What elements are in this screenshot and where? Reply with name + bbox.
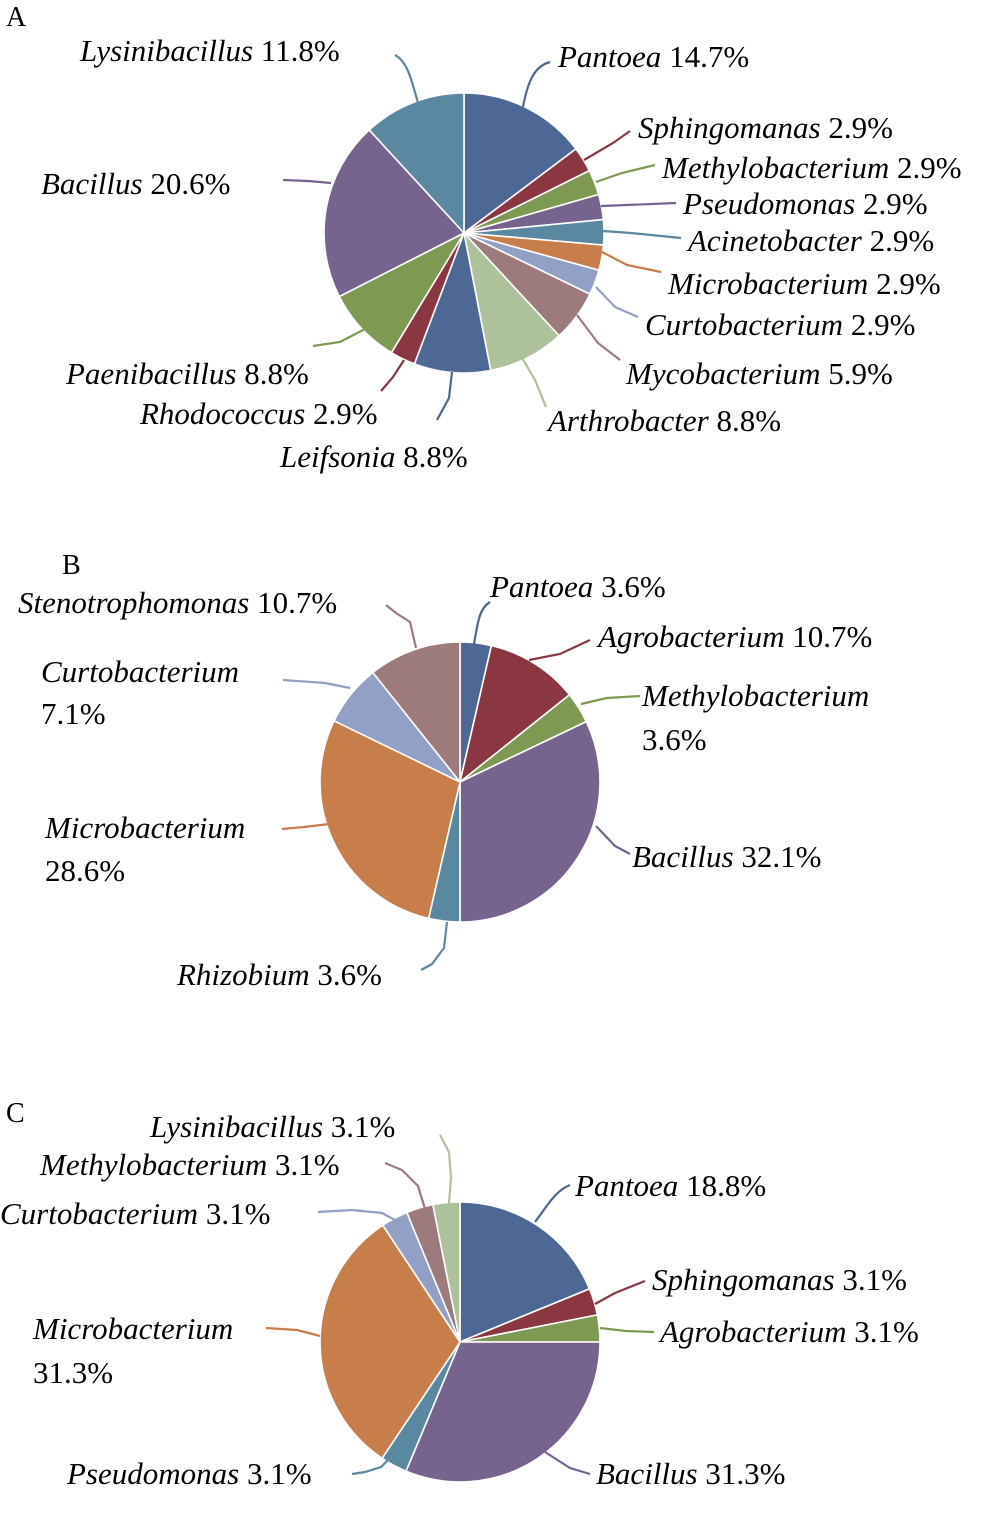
label-a-leifsonia-pct: 8.8% — [403, 439, 468, 474]
label-c-lysinibacillus — [149, 1109, 395, 1144]
leader-line-b-stenotrophomonas — [386, 605, 416, 648]
label-a-acinetobacter-pct: 2.9% — [869, 223, 935, 258]
label-b-curtobacterium-pct: 7.1% — [41, 696, 106, 731]
leader-line-b-agrobacterium — [529, 640, 590, 660]
leader-line-a-rhodococcus — [381, 360, 404, 391]
label-b-agrobacterium — [596, 619, 872, 654]
label-a-pantoea-pct: 14.7% — [669, 39, 750, 74]
label-c-agrobacterium — [658, 1314, 919, 1349]
leader-line-a-microbacterium — [602, 252, 661, 272]
label-a-lysinibacillus-pct: 11.8% — [260, 33, 340, 68]
leader-line-a-paenibacillus — [313, 329, 365, 346]
label-b-agrobacterium-genus: Agrobacterium — [598, 619, 785, 654]
panel-b-slices — [320, 642, 600, 922]
leader-line-b-bacillus — [596, 826, 630, 854]
label-a-acinetobacter — [686, 223, 934, 258]
label-c-methylobacterium-pct: 3.1% — [275, 1147, 340, 1182]
panel-b — [18, 550, 872, 992]
leader-line-c-sphingomanas — [595, 1281, 645, 1304]
label-c-methylobacterium-genus: Methylobacterium — [40, 1147, 268, 1182]
label-c-pantoea-pct: 18.8% — [686, 1168, 767, 1203]
leader-line-a-lysinibacillus — [395, 55, 418, 103]
leader-line-b-curtobacterium — [283, 680, 350, 688]
label-a-paenibacillus-genus: Paenibacillus — [66, 356, 237, 391]
leader-line-c-pantoea — [535, 1185, 570, 1222]
label-b-bacillus — [632, 839, 821, 874]
label-c-curtobacterium-pct: 3.1% — [205, 1196, 271, 1231]
label-a-sphingomanas — [638, 110, 893, 145]
leader-line-a-leifsonia — [437, 372, 452, 420]
leader-line-b-microbacterium — [282, 824, 329, 829]
label-b-stenotrophomonas-pct: 10.7% — [257, 585, 338, 620]
label-a-microbacterium — [667, 266, 941, 301]
label-c-pantoea-genus: Pantoea — [575, 1168, 679, 1203]
label-b-methylobacterium-genus: Methylobacterium — [642, 678, 870, 713]
label-a-rhodococcus — [139, 396, 378, 431]
label-b-pantoea-genus: Pantoea — [490, 569, 594, 604]
label-b-curtobacterium-genus: Curtobacterium — [41, 654, 240, 689]
panel-letter-c: C — [6, 1098, 25, 1129]
label-c-methylobacterium — [39, 1147, 340, 1182]
label-c-pseudomonas-pct: 3.1% — [246, 1456, 312, 1491]
label-c-sphingomanas-genus: Sphingomanas — [652, 1262, 835, 1297]
label-b-pantoea — [489, 569, 666, 604]
label-c-sphingomanas — [652, 1262, 907, 1297]
label-c-microbacterium-genus: Microbacterium — [33, 1311, 234, 1346]
leader-line-c-bacillus — [545, 1452, 590, 1474]
panel-letter-a: A — [6, 2, 27, 33]
label-a-leifsonia-genus: Leifsonia — [280, 439, 396, 474]
label-b-agrobacterium-pct: 10.7% — [792, 619, 873, 654]
label-a-bacillus-genus: Bacillus — [41, 166, 143, 201]
label-c-microbacterium — [32, 1311, 233, 1390]
label-a-rhodococcus-pct: 2.9% — [313, 396, 378, 431]
label-b-curtobacterium — [41, 654, 239, 731]
label-a-methylobacterium — [661, 150, 962, 185]
label-c-lysinibacillus-pct: 3.1% — [330, 1109, 396, 1144]
label-a-lysinibacillus-genus: Lysinibacillus — [80, 33, 254, 68]
label-a-acinetobacter-genus: Acinetobacter — [688, 223, 862, 258]
leader-line-c-agrobacterium — [600, 1328, 654, 1332]
label-c-lysinibacillus-genus: Lysinibacillus — [150, 1109, 324, 1144]
label-c-bacillus-genus: Bacillus — [596, 1456, 698, 1491]
leader-line-b-pantoea — [474, 602, 490, 644]
leader-line-a-mycobacterium — [577, 315, 620, 360]
label-c-pseudomonas — [66, 1456, 312, 1491]
leader-line-c-methylobacterium — [385, 1163, 425, 1209]
label-a-curtobacterium — [645, 307, 915, 342]
label-a-microbacterium-pct: 2.9% — [876, 266, 941, 301]
leader-line-c-lysinibacillus — [440, 1135, 451, 1203]
leader-line-a-acinetobacter — [603, 231, 681, 238]
label-b-microbacterium — [44, 810, 245, 888]
label-a-curtobacterium-pct: 2.9% — [850, 307, 916, 342]
label-b-methylobacterium — [641, 678, 869, 757]
label-b-stenotrophomonas-genus: Stenotrophomonas — [18, 585, 250, 620]
leader-line-a-pantoea — [523, 62, 550, 107]
label-a-sphingomanas-genus: Sphingomanas — [638, 110, 821, 145]
leader-line-a-bacillus — [283, 180, 331, 183]
leader-line-a-pseudomonas — [601, 203, 676, 206]
label-b-microbacterium-genus: Microbacterium — [45, 810, 246, 845]
label-b-rhizobium — [176, 957, 382, 992]
label-a-pseudomonas-pct: 2.9% — [862, 186, 928, 221]
label-a-pantoea — [557, 39, 749, 74]
label-a-pseudomonas-genus: Pseudomonas — [683, 186, 856, 221]
label-b-rhizobium-pct: 3.6% — [317, 957, 382, 992]
label-c-bacillus-pct: 31.3% — [705, 1456, 786, 1491]
label-b-stenotrophomonas — [18, 585, 337, 620]
label-b-rhizobium-genus: Rhizobium — [177, 957, 310, 992]
leader-line-b-rhizobium — [421, 922, 447, 970]
label-a-methylobacterium-pct: 2.9% — [897, 150, 962, 185]
label-b-methylobacterium-pct: 3.6% — [642, 722, 707, 757]
label-c-pantoea — [574, 1168, 766, 1203]
label-a-pantoea-genus: Pantoea — [558, 39, 662, 74]
label-c-sphingomanas-pct: 3.1% — [842, 1262, 907, 1297]
label-a-lysinibacillus — [79, 33, 340, 68]
label-a-arthrobacter-genus: Arthrobacter — [548, 403, 709, 438]
leader-line-a-methylobacterium — [596, 165, 655, 182]
label-a-leifsonia — [279, 439, 468, 474]
panel-a-slices — [324, 93, 604, 373]
label-c-curtobacterium-genus: Curtobacterium — [0, 1196, 199, 1231]
label-a-bacillus — [41, 166, 230, 201]
panel-a — [6, 2, 962, 474]
label-b-pantoea-pct: 3.6% — [601, 569, 666, 604]
leader-line-a-sphingomanas — [584, 131, 630, 160]
label-a-mycobacterium-pct: 5.9% — [828, 356, 893, 391]
label-a-pseudomonas — [682, 186, 928, 221]
leader-line-a-curtobacterium — [596, 287, 638, 317]
label-c-microbacterium-pct: 31.3% — [33, 1355, 114, 1390]
label-b-microbacterium-pct: 28.6% — [45, 853, 126, 888]
label-c-pseudomonas-genus: Pseudomonas — [67, 1456, 240, 1491]
label-a-arthrobacter-pct: 8.8% — [716, 403, 782, 438]
leader-line-c-microbacterium — [266, 1328, 320, 1336]
label-a-curtobacterium-genus: Curtobacterium — [645, 307, 844, 342]
label-a-paenibacillus — [65, 356, 309, 391]
label-a-mycobacterium-genus: Mycobacterium — [626, 356, 821, 391]
label-c-bacillus — [596, 1456, 785, 1491]
label-a-rhodococcus-genus: Rhodococcus — [140, 396, 306, 431]
label-c-agrobacterium-genus: Agrobacterium — [660, 1314, 847, 1349]
label-b-bacillus-pct: 32.1% — [741, 839, 822, 874]
label-a-bacillus-pct: 20.6% — [150, 166, 231, 201]
panel-c — [0, 1098, 919, 1491]
label-a-sphingomanas-pct: 2.9% — [828, 110, 893, 145]
panel-c-slices — [320, 1202, 600, 1482]
label-a-paenibacillus-pct: 8.8% — [244, 356, 309, 391]
panel-letter-b: B — [62, 550, 81, 581]
leader-line-c-curtobacterium — [318, 1210, 395, 1220]
label-b-bacillus-genus: Bacillus — [632, 839, 734, 874]
label-a-methylobacterium-genus: Methylobacterium — [662, 150, 890, 185]
leader-line-a-arthrobacter — [521, 356, 546, 407]
label-a-mycobacterium — [625, 356, 893, 391]
label-a-microbacterium-genus: Microbacterium — [668, 266, 869, 301]
label-c-agrobacterium-pct: 3.1% — [854, 1314, 919, 1349]
leader-line-b-methylobacterium — [581, 696, 640, 704]
label-a-arthrobacter — [546, 403, 781, 438]
label-c-curtobacterium — [0, 1196, 270, 1231]
